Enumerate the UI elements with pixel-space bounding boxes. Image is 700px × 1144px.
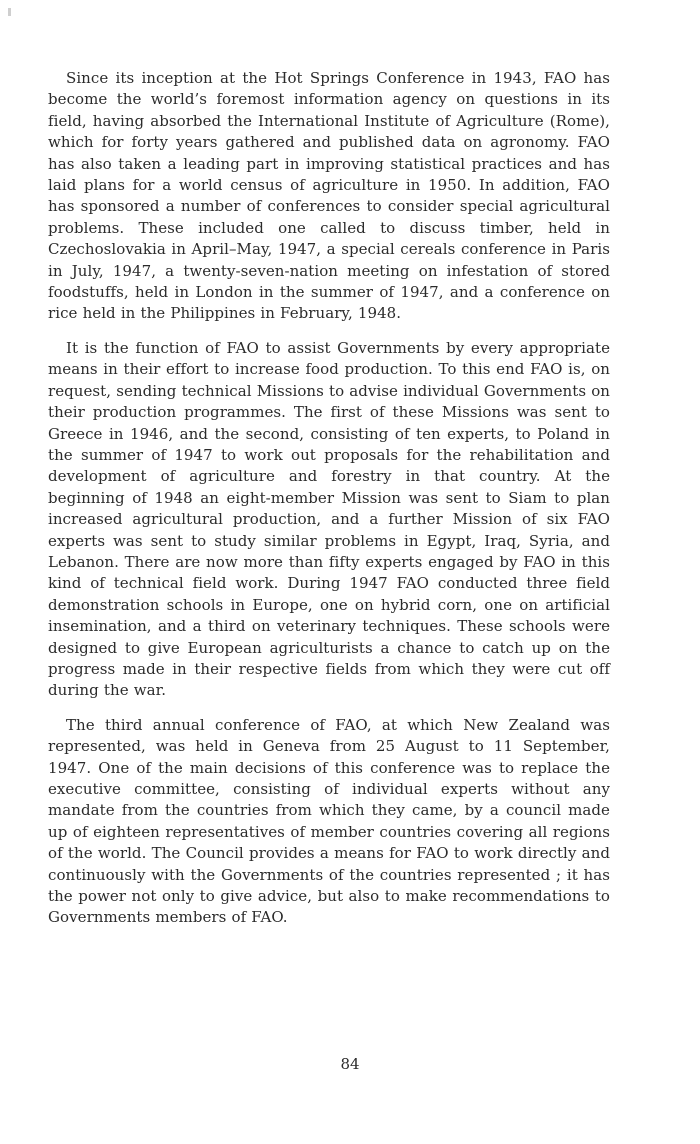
page-number: 84 [340,1055,360,1073]
scan-mark [8,8,11,16]
paragraph-third-conference: The third annual conference of FAO, at which New Zealand was represented, was held in Geneva from 25 August to 11 September, 1947. One of the main decisions of this conference was to replace the executive committee, consisting of individual experts without any mandate from the countries from which they came, by a council made up of eighteen representatives of member countries covering all regions of the world. The Council provides a means for FAO to work directly and continuously with the Governments of the countries represented ; it has the power not only to give advice, but also to make recommendations to Governments members of FAO. [48,715,610,927]
paragraph-fao-function: It is the function of FAO to assist Governments by every appropriate means in their effort to increase food production. To this end FAO is, on request, sending technical Missions to advise individual Governments on their production programmes. The first of these Missions was sent to Greece in 1946, and the second, consisting of ten experts, to Poland in the summer of 1947 to work out proposals for the rehabilitation and development of agriculture and forestry in that country. At the beginning of 1948 an eight-member Mission was sent to Siam to plan increased agricultural production, and a further Mission of six FAO experts was sent to study similar problems in Egypt, Iraq, Syria, and Lebanon. There are now more than fifty experts engaged by FAO in this kind of technical field work. During 1947 FAO conducted three field demonstration schools in Europe, one on hybrid corn, one on artificial insemination, and a third on veterinary techniques. These schools were designed to give European agriculturists a chance to catch up on the progress made in their respective fields from which they were cut off during the war. [48,338,610,700]
paragraph-fao-inception: Since its inception at the Hot Springs Conference in 1943, FAO has become the world’s foremost information agency on questions in its field, having absorbed the International Institute of Agriculture (Rome), which for forty years gathered and published data on agronomy. FAO has also taken a leading part in improving statistical practices and has laid plans for a world census of agriculture in 1950. In addition, FAO has sponsored a number of conferences to consider special agricultural problems. These included one called to discuss timber, held in Czechoslovakia in April–May, 1947, a special cereals conference in Paris in July, 1947, a twenty-seven-nation meeting on infestation of stored foodstuffs, held in London in the summer of 1947, and a conference on rice held in the Philippines in February, 1948. [48,69,610,323]
page-body [48,68,610,942]
